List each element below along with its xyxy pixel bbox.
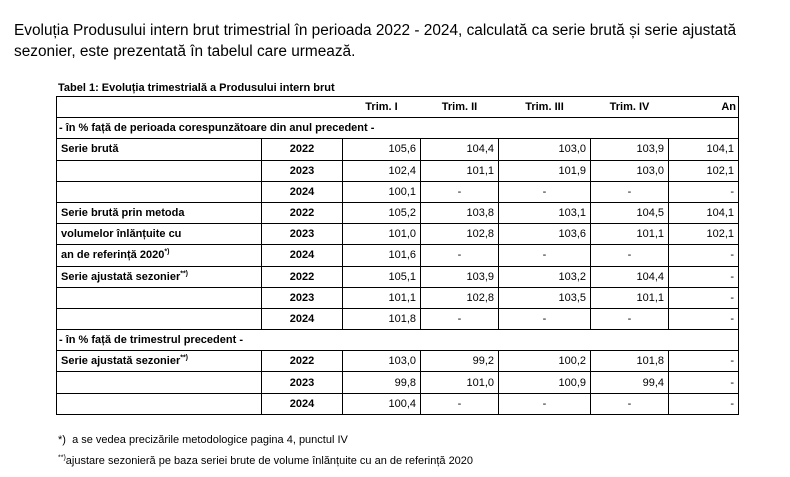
- value-cell: 103,0: [499, 139, 591, 160]
- value-cell: 99,4: [591, 372, 669, 393]
- indicator-label-line: an de referință 2020: [61, 249, 165, 262]
- column-header: Trim. II: [421, 97, 499, 118]
- table-row: [57, 372, 739, 393]
- indicator-label: [57, 393, 262, 414]
- value-cell: -: [669, 393, 739, 414]
- table-header-row: [57, 97, 739, 118]
- year-cell: 2022: [262, 351, 343, 372]
- indicator-label: [57, 245, 262, 266]
- value-cell: 100,2: [499, 351, 591, 372]
- value-cell: -: [591, 393, 669, 414]
- value-cell: 99,8: [343, 372, 421, 393]
- indicator-label: [57, 202, 262, 223]
- value-cell: 102,1: [669, 224, 739, 245]
- value-cell: 101,9: [499, 160, 591, 181]
- value-cell: 101,1: [591, 224, 669, 245]
- indicator-label-line: Serie brută: [61, 143, 119, 156]
- table-row: [57, 160, 739, 181]
- footnote-1-text: a se vedea precizările metodologice pagina 4, punctul IV: [72, 434, 348, 446]
- table-row: [57, 245, 739, 266]
- year-cell: 2023: [262, 372, 343, 393]
- value-cell: -: [591, 245, 669, 266]
- header-empty-cell: [57, 97, 262, 118]
- value-cell: 103,0: [343, 351, 421, 372]
- indicator-label-line: Serie ajustată sezonier: [61, 355, 181, 368]
- indicator-label: [57, 160, 262, 181]
- value-cell: -: [421, 181, 499, 202]
- header-empty-cell: [262, 97, 343, 118]
- table-row: [57, 224, 739, 245]
- section-heading-annual-text: - în % față de perioada corespunzătoare din anul precedent -: [57, 118, 739, 139]
- value-cell: -: [669, 245, 739, 266]
- value-cell: 100,1: [343, 181, 421, 202]
- value-cell: 105,6: [343, 139, 421, 160]
- year-cell: 2024: [262, 308, 343, 329]
- indicator-label-line: Serie brută prin metoda: [61, 207, 185, 220]
- value-cell: -: [669, 287, 739, 308]
- value-cell: -: [499, 393, 591, 414]
- value-cell: 104,5: [591, 202, 669, 223]
- table-caption: Tabel 1: Evoluția trimestrială a Produsului intern brut: [58, 82, 335, 94]
- value-cell: 103,0: [591, 160, 669, 181]
- value-cell: -: [669, 181, 739, 202]
- year-cell: 2024: [262, 181, 343, 202]
- value-cell: 104,1: [669, 139, 739, 160]
- year-cell: 2022: [262, 202, 343, 223]
- value-cell: -: [421, 393, 499, 414]
- value-cell: 104,4: [421, 139, 499, 160]
- value-cell: -: [591, 308, 669, 329]
- value-cell: -: [669, 308, 739, 329]
- value-cell: 103,2: [499, 266, 591, 287]
- indicator-label: [57, 308, 262, 329]
- year-cell: 2023: [262, 224, 343, 245]
- year-cell: 2023: [262, 160, 343, 181]
- value-cell: 101,1: [421, 160, 499, 181]
- footnote-1-mark: *): [58, 434, 66, 446]
- value-cell: 103,1: [499, 202, 591, 223]
- footnote-2: [58, 455, 473, 467]
- value-cell: 103,9: [591, 139, 669, 160]
- indicator-label: [57, 181, 262, 202]
- section-heading-annual: [57, 118, 739, 139]
- indicator-label: [57, 266, 262, 287]
- footnote-ref: **): [180, 354, 189, 362]
- footnote-ref: **): [180, 269, 189, 277]
- intro-paragraph: Evoluția Produsului intern brut trimestrial în perioada 2022 - 2024, calculată ca serie brută și serie ajustată sezonier, este prezentată în tabelul care urmează.: [14, 22, 737, 60]
- year-cell: 2024: [262, 245, 343, 266]
- indicator-label: [57, 287, 262, 308]
- value-cell: 101,6: [343, 245, 421, 266]
- value-cell: -: [421, 245, 499, 266]
- table-row: [57, 266, 739, 287]
- table-row: [57, 393, 739, 414]
- indicator-label: [57, 351, 262, 372]
- footnote-ref: *): [164, 248, 170, 256]
- value-cell: 102,4: [343, 160, 421, 181]
- column-header: An: [669, 97, 739, 118]
- value-cell: 101,0: [421, 372, 499, 393]
- value-cell: -: [421, 308, 499, 329]
- year-cell: 2022: [262, 139, 343, 160]
- indicator-label-line: volumelor înlănțuite cu: [61, 228, 182, 241]
- gdp-table: [56, 96, 739, 415]
- column-header: Trim. III: [499, 97, 591, 118]
- value-cell: -: [499, 308, 591, 329]
- table-row: [57, 202, 739, 223]
- year-cell: 2024: [262, 393, 343, 414]
- table-row: [57, 181, 739, 202]
- value-cell: 102,8: [421, 224, 499, 245]
- table-row: [57, 139, 739, 160]
- table-row: [57, 287, 739, 308]
- value-cell: 100,9: [499, 372, 591, 393]
- value-cell: 103,8: [421, 202, 499, 223]
- indicator-label: [57, 224, 262, 245]
- value-cell: 101,0: [343, 224, 421, 245]
- footnote-2-text: ajustare sezonieră pe baza seriei brute de volume înlănțuite cu an de referință 2020: [65, 455, 474, 467]
- column-header: Trim. I: [343, 97, 421, 118]
- footnote-1: [58, 434, 348, 446]
- value-cell: 101,1: [343, 287, 421, 308]
- value-cell: 101,8: [591, 351, 669, 372]
- table-row: [57, 308, 739, 329]
- table-row: [57, 351, 739, 372]
- year-cell: 2022: [262, 266, 343, 287]
- column-header: Trim. IV: [591, 97, 669, 118]
- section-heading-quarterly-text: - în % față de trimestrul precedent -: [57, 330, 739, 351]
- value-cell: 101,1: [591, 287, 669, 308]
- value-cell: 105,2: [343, 202, 421, 223]
- value-cell: -: [669, 351, 739, 372]
- value-cell: 102,8: [421, 287, 499, 308]
- value-cell: 103,5: [499, 287, 591, 308]
- value-cell: 104,1: [669, 202, 739, 223]
- value-cell: 103,9: [421, 266, 499, 287]
- value-cell: -: [591, 181, 669, 202]
- value-cell: -: [669, 372, 739, 393]
- value-cell: 101,8: [343, 308, 421, 329]
- value-cell: 99,2: [421, 351, 499, 372]
- value-cell: 102,1: [669, 160, 739, 181]
- value-cell: -: [499, 245, 591, 266]
- value-cell: -: [669, 266, 739, 287]
- indicator-label: [57, 139, 262, 160]
- value-cell: -: [499, 181, 591, 202]
- value-cell: 105,1: [343, 266, 421, 287]
- year-cell: 2023: [262, 287, 343, 308]
- indicator-label: [57, 372, 262, 393]
- value-cell: 103,6: [499, 224, 591, 245]
- value-cell: 100,4: [343, 393, 421, 414]
- footnote-2-mark: **): [58, 454, 66, 462]
- value-cell: 104,4: [591, 266, 669, 287]
- indicator-label-line: Serie ajustată sezonier: [61, 270, 181, 283]
- section-heading-quarterly: [57, 330, 739, 351]
